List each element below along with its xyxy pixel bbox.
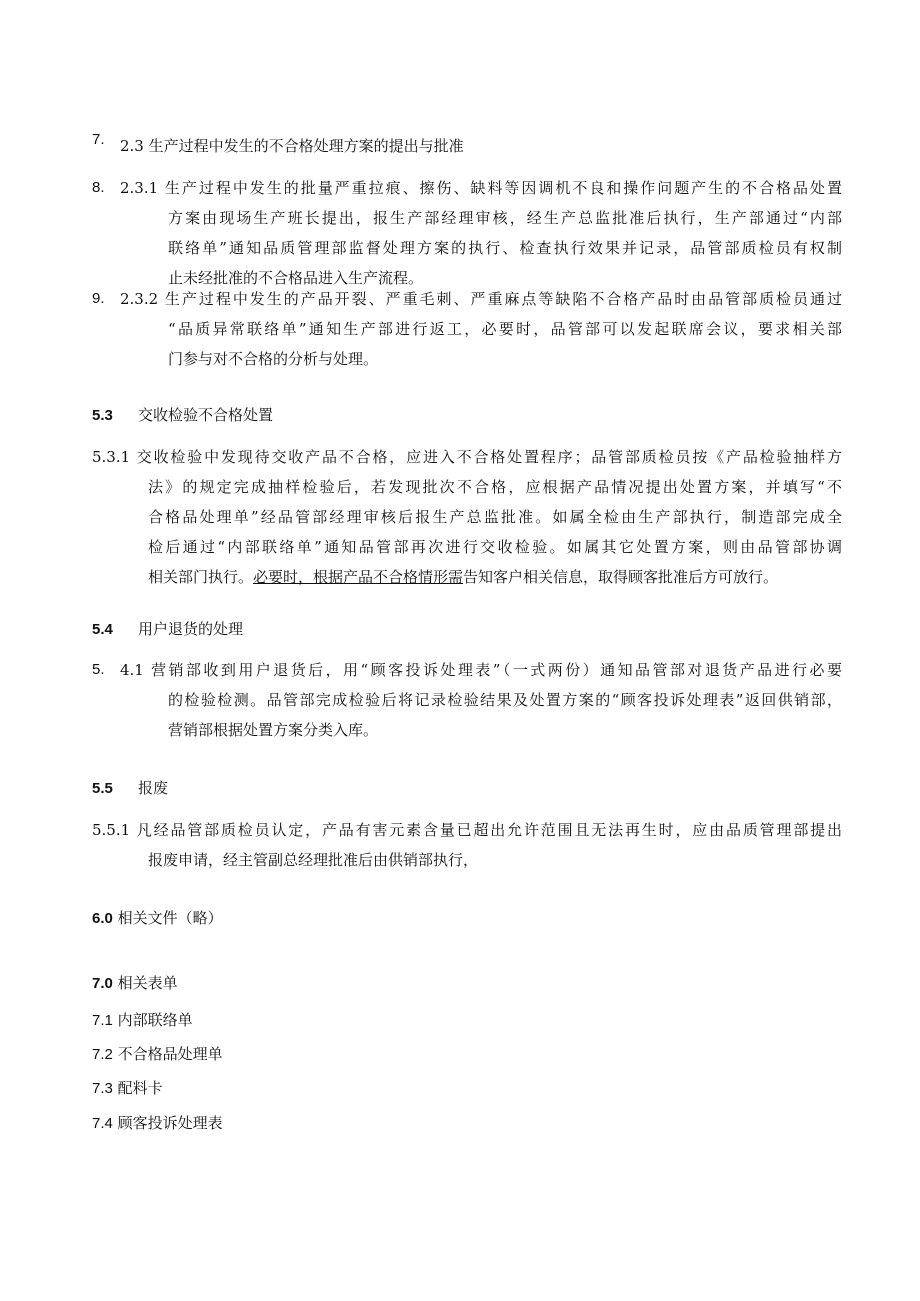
section-title: 相关文件（略） bbox=[117, 909, 223, 927]
paragraph-5-3-1 bbox=[92, 442, 842, 592]
underlined-text: 必要时，根据产品不合格情形需 bbox=[253, 568, 464, 586]
list-item-text: 联络单”通知品质管理部监督处理方案的执行、检查执行效果并记录，品管部质检员有权制 bbox=[168, 239, 842, 257]
list-item-5-4-1 bbox=[92, 655, 842, 745]
section-number: 5.4 bbox=[92, 621, 113, 638]
section-heading-5-3 bbox=[92, 400, 273, 430]
paragraph-line: 检后通过“内部联络单”通知品管部再次进行交收检验。如属其它处置方案，则由品管部协调 bbox=[148, 538, 842, 556]
form-label: 顾客投诉处理表 bbox=[117, 1114, 223, 1132]
form-list-item bbox=[92, 1005, 193, 1035]
form-number: 7.3 bbox=[92, 1080, 113, 1097]
list-item-text: 的检验检测。品管部完成检验后将记录检验结果及处置方案的“顾客投诉处理表”返回供销部， bbox=[168, 691, 842, 709]
section-number: 7.0 bbox=[92, 975, 113, 992]
list-item-text: “品质异常联络单”通知生产部进行返工，必要时，品管部可以发起联席会议，要求相关部 bbox=[168, 320, 842, 338]
paragraph-5-5-1 bbox=[92, 815, 842, 875]
list-item-8 bbox=[92, 173, 842, 293]
section-heading-6-0 bbox=[92, 903, 223, 933]
form-list-item bbox=[92, 1108, 223, 1138]
form-number: 7.1 bbox=[92, 1012, 113, 1029]
list-number: 9. bbox=[92, 290, 105, 307]
form-label: 内部联络单 bbox=[117, 1011, 193, 1029]
section-title: 交收检验不合格处置 bbox=[138, 406, 274, 424]
list-number: 7. bbox=[92, 131, 105, 148]
list-item-text: 方案由现场生产班长提出，报生产部经理审核，经生产总监批准后执行，生产部通过“内部 bbox=[168, 209, 842, 227]
list-item-text: 止未经批准的不合格品进入生产流程。 bbox=[168, 269, 424, 287]
section-number: 5.3 bbox=[92, 407, 113, 424]
list-item-text: 2.3.2 生产过程中发生的产品开裂、严重毛刺、严重麻点等缺陷不合格产品时由品管部质检员通过 bbox=[120, 290, 842, 308]
list-item-text: 门参与对不合格的分析与处理。 bbox=[168, 350, 379, 368]
section-number: 6.0 bbox=[92, 910, 113, 927]
plain-text: 相关部门执行。 bbox=[148, 568, 254, 586]
list-item-text: 2.3.1 生产过程中发生的批量严重拉痕、擦伤、缺料等因调机不良和操作问题产生的不合格品处置 bbox=[120, 179, 842, 197]
list-item-text: 4.1 营销部收到用户退货后，用“顾客投诉处理表”（一式两份）通知品管部对退货产品进行必要 bbox=[120, 661, 842, 679]
paragraph-line: 5.5.1 凡经品管部质检员认定，产品有害元素含量已超出允许范围且无法再生时，应由品质管理部提出 bbox=[92, 821, 842, 839]
list-item-9 bbox=[92, 284, 842, 374]
form-number: 7.4 bbox=[92, 1115, 113, 1132]
plain-text: 告知客户相关信息，取得顾客批准后方可放行。 bbox=[463, 568, 779, 586]
form-label: 配料卡 bbox=[117, 1079, 163, 1097]
list-item-text: 2.3 生产过程中发生的不合格处理方案的提出与批准 bbox=[120, 137, 464, 155]
form-number: 7.2 bbox=[92, 1046, 113, 1063]
section-heading-5-4 bbox=[92, 614, 243, 644]
list-number: 8. bbox=[92, 179, 105, 196]
form-list-item bbox=[92, 1039, 223, 1069]
paragraph-line: 法》的规定完成抽样检验后，若发现批次不合格，应根据产品情况提出处置方案，并填写“不 bbox=[148, 478, 842, 496]
list-item-text: 营销部根据处置方案分类入库。 bbox=[168, 721, 379, 739]
section-heading-7-0 bbox=[92, 968, 178, 998]
form-label: 不合格品处理单 bbox=[117, 1045, 223, 1063]
section-title: 报废 bbox=[138, 779, 169, 797]
list-number: 5. bbox=[92, 661, 105, 678]
paragraph-line: 5.3.1 交收检验中发现待交收产品不合格，应进入不合格处置程序；品管部质检员按《产品检验抽样方 bbox=[92, 448, 842, 466]
paragraph-line: 报废申请，经主管副总经理批准后由供销部执行， bbox=[148, 851, 479, 869]
section-title: 用户退货的处理 bbox=[138, 620, 244, 638]
section-number: 5.5 bbox=[92, 780, 113, 797]
paragraph-line bbox=[148, 562, 842, 592]
section-heading-5-5 bbox=[92, 773, 168, 803]
paragraph-line: 合格品处理单”经品管部经理审核后报生产总监批准。如属全检由生产部执行，制造部完成全 bbox=[148, 508, 842, 526]
list-item-7 bbox=[92, 131, 842, 161]
section-title: 相关表单 bbox=[117, 974, 178, 992]
form-list-item bbox=[92, 1073, 163, 1103]
